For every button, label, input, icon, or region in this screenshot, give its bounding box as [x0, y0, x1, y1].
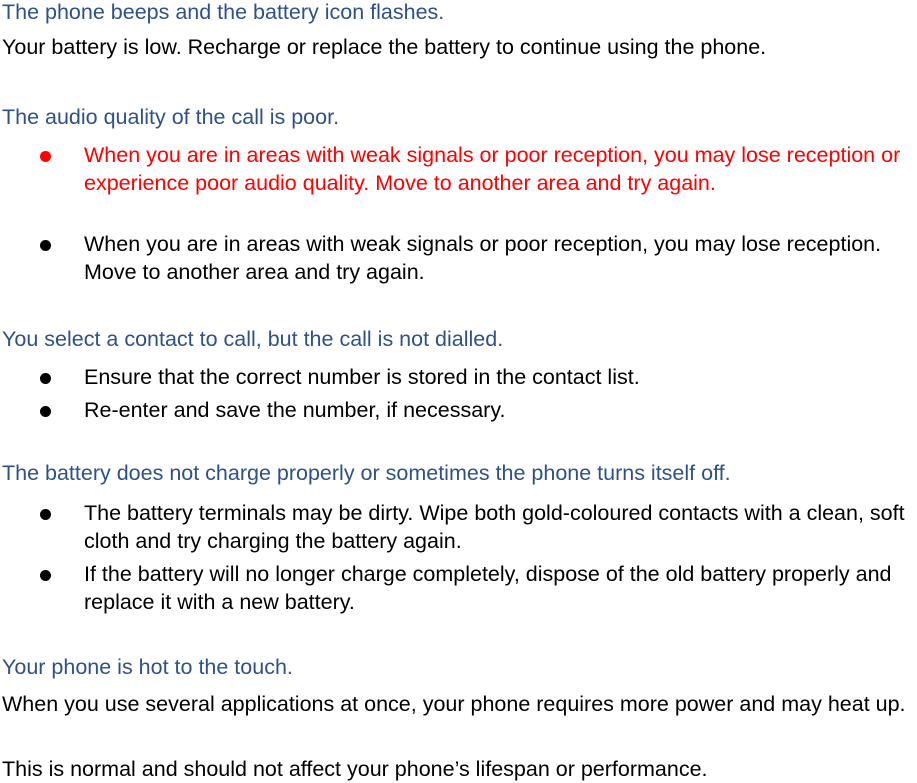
list-item-text: When you are in areas with weak signals or poor reception, you may lose reception or experience poor audio quality. Move to another area and try again. — [84, 143, 901, 195]
bullet-dot-icon — [40, 406, 51, 417]
list-item — [0, 363, 917, 391]
list-item — [0, 499, 917, 555]
section-heading-audio-quality: The audio quality of the call is poor. — [2, 105, 340, 129]
paragraph-phone-hot: When you use several applications at once, your phone requires more power and may heat up. — [2, 692, 906, 716]
list-item — [0, 230, 917, 286]
list-item-text: If the battery will no longer charge completely, dispose of the old battery properly and replace it with a new battery. — [84, 562, 892, 614]
list-item — [0, 560, 917, 616]
list-item-text: Ensure that the correct number is stored in the contact list. — [84, 365, 640, 389]
section-heading-call-not-dialled: You select a contact to call, but the call is not dialled. — [2, 327, 504, 351]
bullet-dot-icon — [40, 509, 51, 520]
list-item — [0, 396, 917, 424]
paragraph-battery-low: Your battery is low. Recharge or replace the battery to continue using the phone. — [2, 35, 767, 59]
section-heading-battery-charge: The battery does not charge properly or sometimes the phone turns itself off. — [2, 461, 731, 485]
bullet-dot-icon — [40, 570, 51, 581]
section-heading-battery-low: The phone beeps and the battery icon flashes. — [2, 0, 445, 24]
paragraph-phone-hot-normal: This is normal and should not affect your phone’s lifespan or performance. — [2, 757, 708, 781]
bullet-dot-icon — [40, 373, 51, 384]
bullet-dot-icon — [40, 240, 51, 251]
list-item-text: When you are in areas with weak signals or poor reception, you may lose reception. Move to another area and try again. — [84, 232, 882, 284]
bullet-dot-icon — [40, 151, 51, 162]
list-item-text: Re-enter and save the number, if necessary. — [84, 398, 506, 422]
section-heading-phone-hot: Your phone is hot to the touch. — [2, 655, 293, 679]
list-item-text: The battery terminals may be dirty. Wipe both gold-coloured contacts with a clean, soft cloth and try charging the battery again. — [84, 501, 905, 553]
list-item — [0, 141, 917, 225]
